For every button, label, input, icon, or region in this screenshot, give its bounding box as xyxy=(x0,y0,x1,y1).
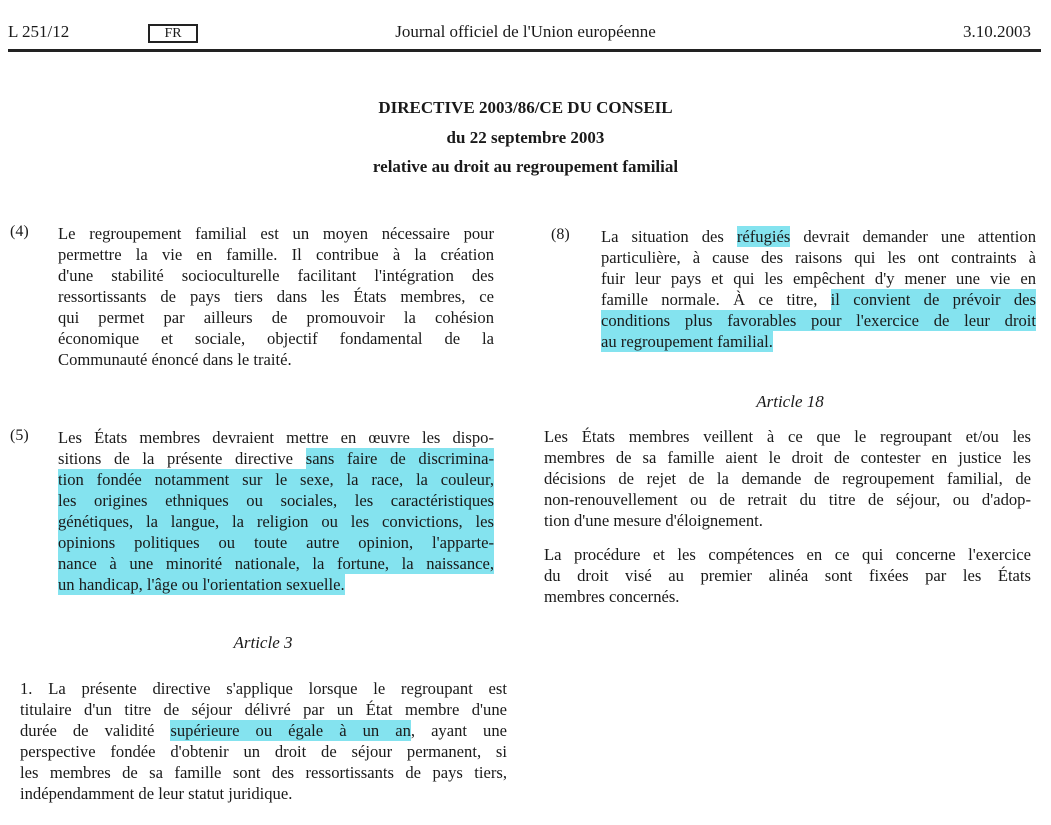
text-segment: fuir leur pays et qui les empêchent d'y mener une vie en xyxy=(601,269,1036,288)
highlighted-text: réfugiés xyxy=(736,227,791,246)
highlighted-text: sans faire de discrimina- xyxy=(305,449,494,468)
directive-subject: relative au droit au regroupement familial xyxy=(372,157,679,176)
text-segment: permettre la vie en famille. Il contribue à la création xyxy=(58,245,494,264)
publication-date: 3.10.2003 xyxy=(963,22,1031,41)
text-line xyxy=(58,469,494,490)
text-line xyxy=(601,247,1036,268)
text-line xyxy=(20,783,507,804)
text-segment: , ayant une xyxy=(410,721,507,740)
text-line xyxy=(601,268,1036,289)
text-line xyxy=(58,349,494,370)
text-line xyxy=(58,223,494,244)
text-line xyxy=(544,447,1031,468)
article-18-paragraph-1 xyxy=(544,426,1031,531)
text-line xyxy=(58,265,494,286)
recital-5 xyxy=(58,427,494,595)
text-segment: Le regroupement familial est un moyen nécessaire pour xyxy=(58,224,494,243)
text-segment: durée de validité xyxy=(20,721,171,740)
text-line xyxy=(20,699,507,720)
text-line xyxy=(20,762,507,783)
text-line xyxy=(58,328,494,349)
text-segment: Les États membres devraient mettre en œuvre les dispo- xyxy=(58,428,494,447)
text-line xyxy=(58,490,494,511)
text-line xyxy=(544,468,1031,489)
text-line xyxy=(58,448,494,469)
text-segment: du droit visé au premier alinéa sont fixées par les États xyxy=(544,566,1031,585)
text-segment: qui permet par ailleurs de promouvoir la cohésion xyxy=(58,308,494,327)
text-line xyxy=(58,427,494,448)
highlighted-text: conditions plus favorables pour l'exercice de leur droit xyxy=(601,311,1036,330)
text-segment: devrait demander une attention xyxy=(790,227,1036,246)
text-segment: famille normale. À ce titre, xyxy=(601,290,831,309)
text-segment: décisions de rejet de la demande de regroupement familial, de xyxy=(544,469,1031,488)
text-segment: perspective fondée d'obtenir un droit de séjour permanent, si xyxy=(20,742,507,761)
text-segment: 1. La présente directive s'applique lorsque le regroupant est xyxy=(20,679,507,698)
text-line xyxy=(58,307,494,328)
text-segment: ressortissants de pays tiers dans les États membres, ce xyxy=(58,287,494,306)
text-segment: tion d'une mesure d'éloignement. xyxy=(544,511,763,530)
text-line xyxy=(544,426,1031,447)
highlighted-text: au regroupement familial. xyxy=(601,332,773,351)
text-line xyxy=(544,489,1031,510)
text-line xyxy=(544,544,1031,565)
recital-number: (4) xyxy=(10,223,29,240)
text-segment: membres de sa famille aient le droit de contester en justice les xyxy=(544,448,1031,467)
text-line xyxy=(20,720,507,741)
text-line xyxy=(58,244,494,265)
text-line xyxy=(58,574,494,595)
highlighted-text: il convient de prévoir des xyxy=(830,290,1036,309)
recital-8 xyxy=(601,226,1036,352)
text-line xyxy=(58,511,494,532)
language-badge: FR xyxy=(148,24,198,43)
highlighted-text: un handicap, l'âge ou l'orientation sexuelle. xyxy=(58,575,345,594)
recital-number: (8) xyxy=(551,226,570,243)
text-line xyxy=(58,286,494,307)
recital-number: (5) xyxy=(10,427,29,444)
text-segment: membres concernés. xyxy=(544,587,680,606)
journal-title: Journal officiel de l'Union européenne xyxy=(395,22,656,41)
highlighted-text: génétiques, la langue, la religion ou les convictions, les xyxy=(58,512,494,531)
text-line xyxy=(544,510,1031,531)
text-segment: particulière, à cause des raisons qui les ont contraints à xyxy=(601,248,1036,267)
text-line xyxy=(601,289,1036,310)
highlighted-text: les origines ethniques ou sociales, les caractéristiques xyxy=(58,491,494,510)
recital-4 xyxy=(58,223,494,370)
article-18-heading: Article 18 xyxy=(756,392,824,411)
text-segment: les membres de sa famille sont des ressortissants de pays tiers, xyxy=(20,763,507,782)
text-line xyxy=(601,226,1036,247)
text-segment: La procédure et les compétences en ce qui concerne l'exercice xyxy=(544,545,1031,564)
highlighted-text: opinions politiques ou toute autre opinion, l'apparte- xyxy=(58,533,494,552)
journal-reference: L 251/12 xyxy=(8,22,70,41)
highlighted-text: supérieure ou égale à un an xyxy=(170,721,411,740)
text-segment: non-renouvellement ou de retrait du titre de séjour, ou d'adop- xyxy=(544,490,1031,509)
highlighted-text: nance à une minorité nationale, la fortune, la naissance, xyxy=(58,554,494,573)
text-line xyxy=(58,553,494,574)
text-segment: Les États membres veillent à ce que le regroupant et/ou les xyxy=(544,427,1031,446)
text-line xyxy=(544,586,1031,607)
header-divider xyxy=(8,49,1041,52)
text-line xyxy=(601,331,1036,352)
article-3-heading: Article 3 xyxy=(233,633,293,652)
article-3-paragraph-1 xyxy=(20,678,507,804)
text-segment: économique et sociale, objectif fondamental de la xyxy=(58,329,494,348)
text-line xyxy=(58,532,494,553)
text-segment: sitions de la présente directive xyxy=(58,449,306,468)
directive-title: DIRECTIVE 2003/86/CE DU CONSEIL xyxy=(378,98,673,117)
text-line xyxy=(544,565,1031,586)
text-line xyxy=(601,310,1036,331)
text-segment: titulaire d'un titre de séjour délivré par un État membre d'une xyxy=(20,700,507,719)
text-segment: indépendamment de leur statut juridique. xyxy=(20,784,293,803)
text-line xyxy=(20,678,507,699)
text-segment: Communauté énoncé dans le traité. xyxy=(58,350,292,369)
highlighted-text: tion fondée notamment sur le sexe, la race, la couleur, xyxy=(58,470,494,489)
directive-date: du 22 septembre 2003 xyxy=(446,128,605,147)
text-line xyxy=(20,741,507,762)
text-segment: d'une stabilité socioculturelle facilitant l'intégration des xyxy=(58,266,494,285)
text-segment: La situation des xyxy=(601,227,737,246)
article-18-paragraph-2 xyxy=(544,544,1031,607)
